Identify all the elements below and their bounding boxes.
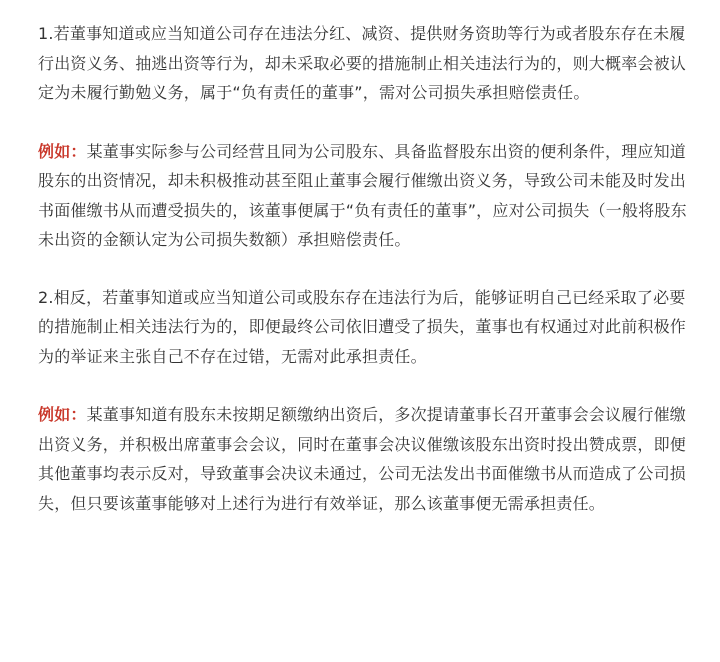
example-label: 例如： [38, 141, 87, 161]
example-label: 例如： [38, 405, 87, 424]
point-paragraph-1 [38, 19, 694, 108]
example-paragraph-1 [38, 137, 694, 255]
example-text: 某董事实际参与公司经营且同为公司股东、具备监督股东出资的便利条件，理应知道股东的出资情况，却未积极推动甚至阻止董事会履行催缴出资义务，导致公司未能及时发出书面催缴书从而遭受损失的，该董事便属于“负有责任的董事”，应对公司损失（一般将股东未出资的金额认定为公司损失数额）承担赔偿责任。 [38, 141, 687, 249]
example-text: 某董事知道有股东未按期足额缴纳出资后，多次提请董事长召开董事会会议履行催缴出资义务，并积极出席董事会会议，同时在董事会决议催缴该股东出资时投出赞成票，即便其他董事均表示反对，导致董事会决议未通过，公司无法发出书面催缴书从而造成了公司损失，但只要该董事能够对上述行为进行有效举证，那么该董事便无需承担责任。 [38, 405, 687, 513]
example-paragraph-2 [38, 400, 694, 518]
point-text: 2.相反，若董事知道或应当知道公司或股东存在违法行为后，能够证明自己已经采取了必要的措施制止相关违法行为的，即便最终公司依旧遭受了损失，董事也有权通过对此前积极作为的举证来主张自己不存在过错，无需对此承担责任。 [38, 287, 687, 366]
point-text: 1.若董事知道或应当知道公司存在违法分红、减资、提供财务资助等行为或者股东存在未履行出资义务、抽逃出资等行为，却未采取必要的措施制止相关违法行为的，则大概率会被认定为未履行勤勉义务，属于“负有责任的董事”，需对公司损失承担赔偿责任。 [38, 24, 687, 102]
point-paragraph-2 [38, 283, 694, 372]
